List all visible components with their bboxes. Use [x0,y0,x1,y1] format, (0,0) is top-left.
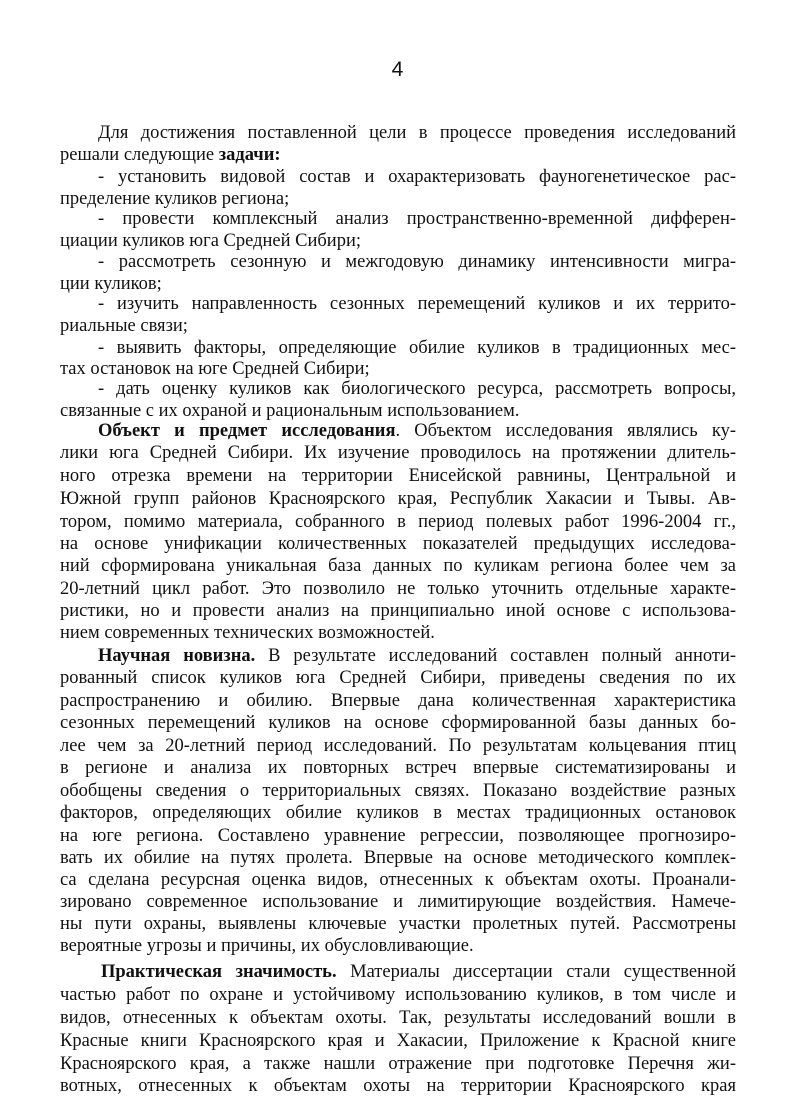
text-line: ний сформирована уникальная база данных по куликам региона более чем за [60,556,736,576]
text-line: обобщены сведения о территориальных связях. Показано воздействие разных [60,781,736,801]
bold-term: Научная новизна. [98,646,256,666]
text-line: риальные связи; [60,316,188,336]
text-line: Объект и предмет исследования. Объектом исследования являлись ку- [98,421,736,441]
text-line: Красноярского края, а также нашли отражение при подготовке Перечня жи- [60,1054,736,1074]
text-line: са сделана ресурсная оценка видов, отнесенных к объектам охоты. Проанали- [60,870,736,890]
text-line: - провести комплексный анализ пространственно-временной дифферен- [98,209,736,229]
text-line: - рассмотреть сезонную и межгодовую динамику интенсивности мигра- [98,252,736,272]
text-line: лики юга Средней Сибири. Их изучение проводилось на протяжении длитель- [60,443,736,463]
bold-term: Практическая значимость. [101,962,337,982]
text-line: зировано современное использование и лимитирующие воздействия. Намече- [60,892,736,912]
text-line: Для достижения поставленной цели в процессе проведения исследований [98,123,736,143]
text-line: тором, помимо материала, собранного в период полевых работ 1996-2004 гг., [60,512,736,532]
text-line: - установить видовой состав и охарактеризовать фауногенетическое рас- [98,167,736,187]
text-line: в регионе и анализа их повторных встреч впервые систематизированы и [60,758,736,778]
text-line: Научная новизна. В результате исследований составлен полный анноти- [98,646,737,666]
text-line: - дать оценку куликов как биологического ресурса, рассмотреть вопросы, [98,379,736,399]
page-number: 4 [391,58,404,81]
text-line: - изучить направленность сезонных перемещений куликов и их террито- [98,294,736,314]
text-line: факторов, определяющих обилие куликов в местах традиционных остановок [60,803,736,823]
text-line: частью работ по охране и устойчивому использованию куликов, в том числе и [60,985,736,1005]
text-line: на юге региона. Составлено уравнение регрессии, позволяющее прогнозиро- [60,826,736,846]
text-line: на основе унификации количественных показателей предыдущих исследова- [60,534,736,554]
text-line: Красные книги Красноярского края и Хакасии, Приложение к Красной книге [60,1031,736,1051]
text-line: вать их обилие на путях пролета. Впервые на основе методического комплек- [60,848,736,868]
text-line: 20-летний цикл работ. Это позволило не только уточнить отдельные характе- [60,579,736,599]
text-line: вероятные угрозы и причины, их обусловливающие. [60,936,474,956]
text-line: видов, отнесенных к объектам охоты. Так, результаты исследований вошли в [60,1008,736,1028]
text-line: Южной групп районов Красноярского края, Республик Хакасии и Тывы. Ав- [60,489,736,509]
text-line: ции куликов; [60,274,162,294]
text-line: вотных, отнесенных к объектам охоты на территории Красноярского края [60,1076,736,1096]
text-line: ны пути охраны, выявлены ключевые участки пролетных путей. Рассмотрены [60,914,736,934]
bold-term: задачи: [218,145,281,165]
text-line: Практическая значимость. Материалы диссертации стали существенной [101,962,736,982]
text-line: пределение куликов региона; [60,189,290,209]
text-line: циации куликов юга Средней Сибири; [60,231,361,251]
text-line: рованный список куликов юга Средней Сибири, приведены сведения по их [60,668,736,688]
text-line: решали следующие задачи: [60,145,281,165]
text-line: связанные с их охраной и рациональным использованием. [60,401,520,421]
text-line: ристики, но и провести анализ на принципиально иной основе с использова- [60,601,736,621]
text-line: - выявить факторы, определяющие обилие куликов в традиционных мес- [98,338,736,358]
text-line: сезонных перемещений куликов на основе сформированной базы данных бо- [60,713,736,733]
text-line: распространению и обилию. Впервые дана количественная характеристика [60,691,736,711]
text-line: нием современных технических возможностей. [60,623,435,643]
text-line: ного отрезка времени на территории Енисейской равнины, Центральной и [60,466,736,486]
bold-term: Объект и предмет исследования [98,421,396,441]
text-line: лее чем за 20-летний период исследований. По результатам кольцевания птиц [60,736,736,756]
text-line: тах остановок на юге Средней Сибири; [60,359,370,379]
